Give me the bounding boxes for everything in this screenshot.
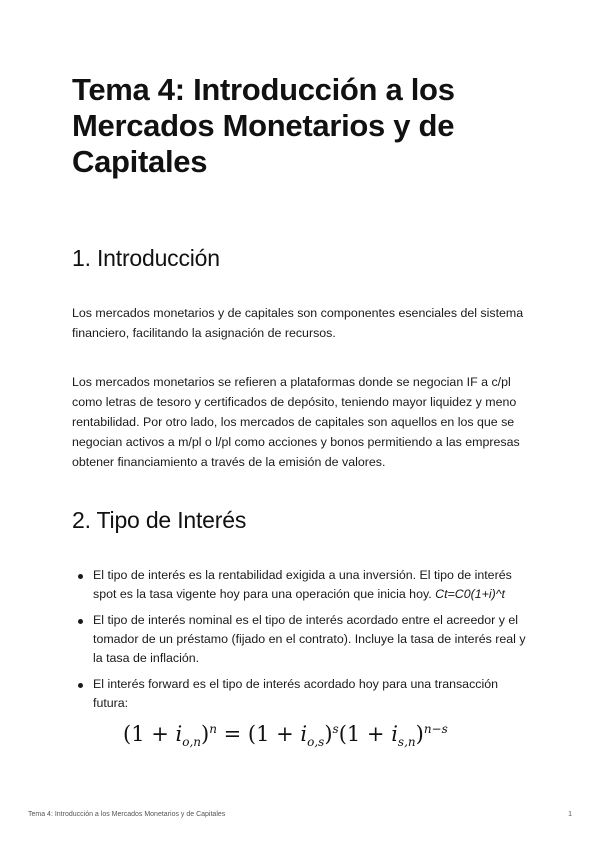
list-item [72,675,532,713]
section-heading-introduccion: 1. Introducción [72,245,220,271]
footer-page-number: 1 [568,811,572,818]
list-item-text: El tipo de interés nominal es el tipo de interés acordado entre el acreedor y el tomador de un préstamo (fijado en el contrato). Incluye la tasa de interés real y la tasa de inflación. [93,613,526,665]
eq-part: ) [415,722,424,746]
list-item [72,566,532,604]
forward-rate-equation [123,722,483,756]
interest-bullet-list [72,566,532,720]
eq-exponent: n [209,722,217,736]
eq-exponent: n−s [423,722,448,736]
list-item-text: El interés forward es el tipo de interés acordado hoy para una transacción futura: [93,677,498,710]
eq-var: i [300,722,308,746]
bullet-icon [78,574,83,579]
eq-part: (1 + [247,722,301,746]
eq-part: (1 + [123,722,176,746]
eq-part: (1 + [338,722,392,746]
bullet-icon [78,619,83,624]
section-heading-tipo-de-interes: 2. Tipo de Interés [72,507,247,533]
eq-part: ) [201,722,210,746]
eq-exponent: s [332,722,339,736]
bullet-icon [78,683,83,688]
footer-title: Tema 4: Introducción a los Mercados Monetarios y de Capitales [28,811,226,818]
inline-formula: Ct=C0(1+i)^t [435,587,505,601]
list-item-text: El tipo de interés es la rentabilidad exigida a una inversión. El tipo de interés spot es la tasa vigente hoy para una operación que inicia hoy. [93,568,512,601]
list-item [72,611,532,668]
paragraph-intro-1: Los mercados monetarios y de capitales son componentes esenciales del sistema financiero, facilitando la asignación de recursos. [72,306,524,340]
eq-part: ) [324,722,333,746]
paragraph-intro-2: Los mercados monetarios se refieren a plataformas donde se negocian IF a c/pl como letras de tesoro y certificados de depósito, teniendo mayor liquidez y meno rentabilidad. Por otro lado, los mercados de capitales son aquellos en los que se negocian activos a m/pl o l/pl como acciones y bonos permitiendo a las empresas obtener financiamiento a través de la emisión de valores. [72,375,520,469]
eq-var: i [391,722,398,746]
eq-subscript: o,s [307,735,325,750]
eq-subscript: o,n [182,735,201,750]
eq-subscript: s,n [397,735,416,750]
eq-equals: = [216,722,248,746]
page-title: Tema 4: Introducción a los Mercados Monetarios y de Capitales [72,72,455,179]
eq-var: i [175,722,183,746]
